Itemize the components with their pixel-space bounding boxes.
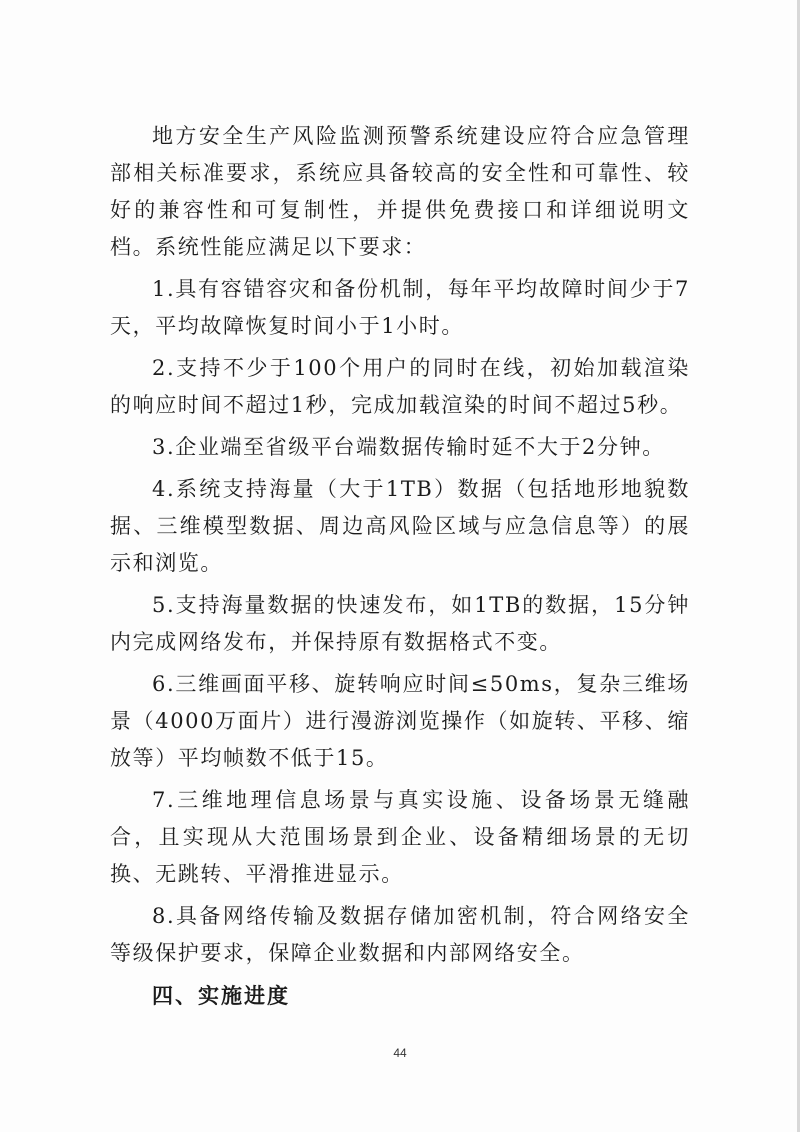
- intro-paragraph: 地方安全生产风险监测预警系统建设应符合应急管理部相关标准要求，系统应具备较高的安全性和可靠性、较好的兼容性和可复制性，并提供免费接口和详细说明文档。系统性能应满足以下要求：: [110, 124, 690, 259]
- requirement-6: 6.三维画面平移、旋转响应时间≤50ms，复杂三维场景（4000万面片）进行漫游浏览操作（如旋转、平移、缩放等）平均帧数不低于15。: [110, 672, 690, 770]
- requirement-7: 7.三维地理信息场景与真实设施、设备场景无缝融合，且实现从大范围场景到企业、设备精细场景的无切换、无跳转、平滑推进显示。: [110, 788, 690, 886]
- requirement-1: 1.具有容错容灾和备份机制，每年平均故障时间少于7天，平均故障恢复时间小于1小时。: [110, 277, 690, 338]
- requirement-2: 2.支持不少于100个用户的同时在线，初始加载渲染的响应时间不超过1秒，完成加载渲染的时间不超过5秒。: [110, 356, 690, 417]
- document-body: [110, 118, 690, 1014]
- requirement-3: 3.企业端至省级平台端数据传输时延不大于2分钟。: [152, 435, 665, 459]
- page-number: 44: [393, 1046, 407, 1060]
- requirement-5: 5.支持海量数据的快速发布，如1TB的数据，15分钟内完成网络发布，并保持原有数据格式不变。: [110, 593, 690, 654]
- section-heading: 四、实施进度: [152, 983, 290, 1008]
- requirement-8: 8.具备网络传输及数据存储加密机制，符合网络安全等级保护要求，保障企业数据和内部网络安全。: [110, 904, 690, 965]
- requirement-4: 4.系统支持海量（大于1TB）数据（包括地形地貌数据、三维模型数据、周边高风险区域与应急信息等）的展示和浏览。: [110, 477, 690, 575]
